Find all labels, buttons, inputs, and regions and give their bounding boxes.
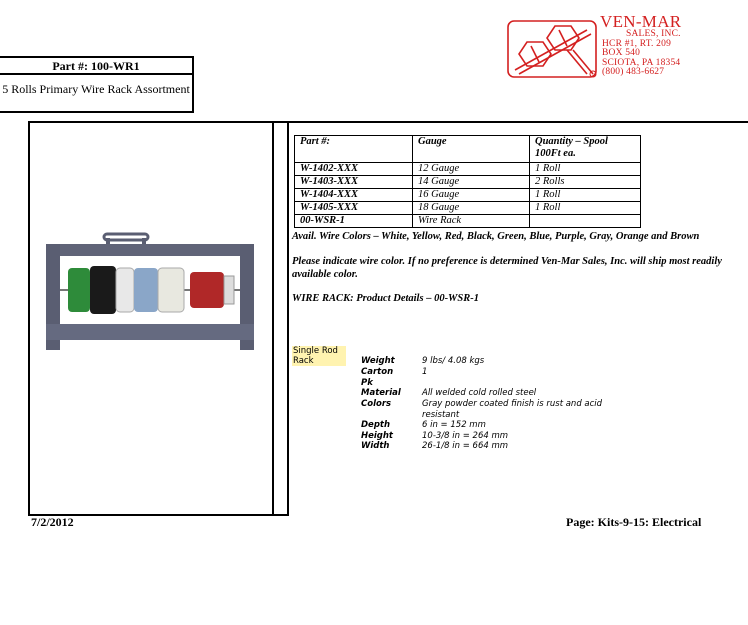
company-name: VEN-MAR [600,12,682,31]
detail-value: 10-3/8 in = 264 mm [422,431,509,441]
table-row [295,163,641,176]
footer-date: 7/2/2012 [31,515,74,529]
company-line-4: SCIOTA, PA 18354 [602,57,681,68]
table-header: Quantity – Spool 100Ft ea. [530,136,641,163]
company-line-5: (800) 483-6627 [602,67,665,77]
table-cell: 1 Roll [530,202,641,215]
table-cell: 00-WSR-1 [295,215,413,228]
table-row [295,176,641,189]
table-cell: 14 Gauge [413,176,530,189]
detail-value: All welded cold rolled steel [422,388,537,398]
detail-label: Depth [361,420,391,430]
detail-label: Width [361,441,390,451]
table-cell: 1 Roll [530,163,641,176]
company-line-3: BOX 540 [602,48,641,58]
detail-value: 6 in = 152 mm [422,420,486,430]
footer-page-label: Page: Kits-9-15: Electrical [566,515,702,529]
table-row [295,215,641,228]
table-cell: 2 Rolls [530,176,641,189]
detail-value: Gray powder coated finish is rust and acid resistant [422,399,603,420]
detail-value: 9 lbs/ 4.08 kgs [422,356,485,366]
table-cell [530,215,641,228]
table-cell: 16 Gauge [413,189,530,202]
column-divider [287,121,289,516]
table-cell: 12 Gauge [413,163,530,176]
detail-label: Weight [361,356,395,366]
table-row [295,189,641,202]
company-logo-icon [507,20,597,78]
detail-value: 26-1/8 in = 664 mm [422,441,509,451]
spec-table [294,135,641,228]
table-cell: Wire Rack [413,215,530,228]
part-number-title: Part #: 100-WR1 [0,58,192,75]
column-divider [272,121,274,516]
detail-label: Carton Pk [361,367,394,388]
badge-label: Single Rod Rack [293,346,338,366]
detail-label: Height [361,431,393,441]
available-colors-text: Avail. Wire Colors – White, Yellow, Red, Black, Green, Blue, Purple, Gray, Orange and Brown [292,231,700,242]
detail-label: Colors [361,399,392,409]
table-cell: 18 Gauge [413,202,530,215]
table-header: Gauge [413,136,530,163]
detail-label: Material [361,388,401,398]
table-header-row [295,136,641,163]
table-row [295,202,641,215]
company-info [600,13,681,78]
wire-rack-image [44,232,256,352]
table-cell: W-1403-XXX [295,176,413,189]
rack-type-badge [292,346,346,366]
part-box [0,56,194,113]
table-cell: W-1402-XXX [295,163,413,176]
company-line-2: HCR #1, RT. 209 [602,38,672,49]
part-description: 5 Rolls Primary Wire Rack Assortment [2,82,190,96]
detail-value: 1 [422,367,428,377]
table-cell: W-1405-XXX [295,202,413,215]
table-cell: 1 Roll [530,189,641,202]
company-line-1: SALES, INC. [626,29,681,39]
table-header: Part #: [295,136,413,163]
table-cell: W-1404-XXX [295,189,413,202]
rack-details-title: WIRE RACK: Product Details – 00-WSR-1 [292,293,479,304]
color-note-text: Please indicate wire color. If no preference is determined Ven-Mar Sales, Inc. will ship most readily available color. [292,256,722,280]
